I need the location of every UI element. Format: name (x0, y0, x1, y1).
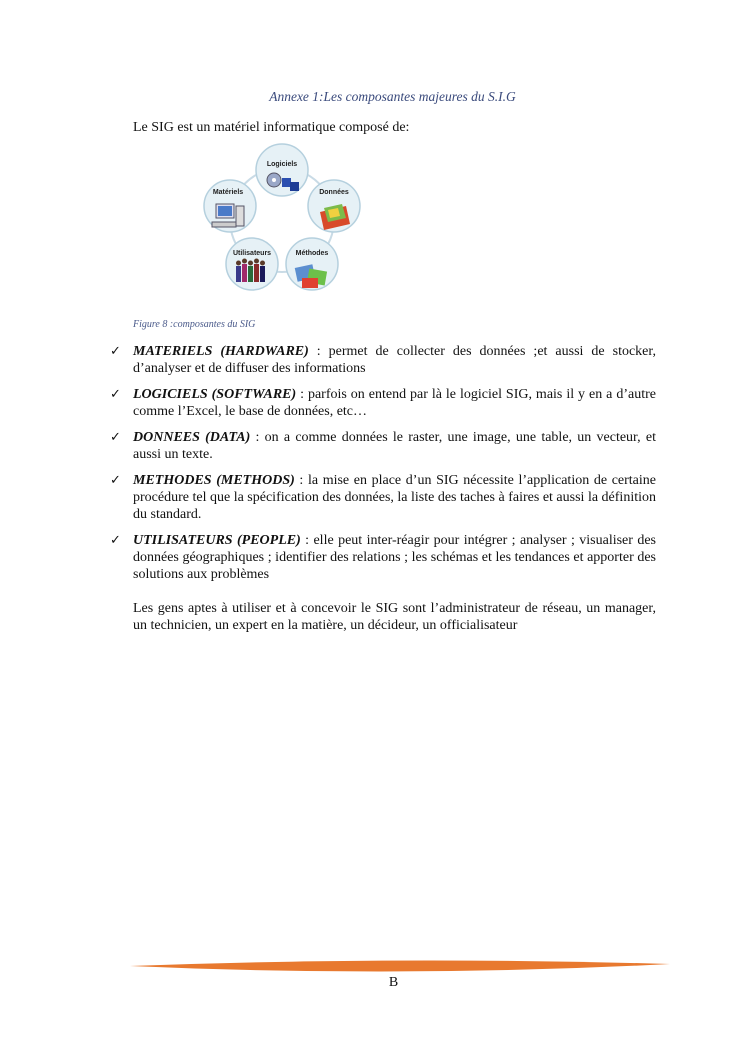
bullet-term: LOGICIELS (SOFTWARE) (133, 387, 297, 402)
node-logiciels (256, 144, 308, 196)
checkmark-icon: ✓ (110, 430, 121, 445)
checkmark-icon: ✓ (110, 387, 121, 402)
checkmark-icon: ✓ (110, 344, 121, 359)
bullet-term: MATERIELS (HARDWARE) (133, 344, 309, 359)
bullet-text: : permet de collecter des données ;et aussi de stocker, d’analyser et de diffuser des informations (133, 344, 656, 376)
list-item (108, 532, 656, 583)
closing-paragraph: Les gens aptes à utiliser et à concevoir le SIG sont l’administrateur de réseau, un manager, un technicien, un expert en la matière, un décideur, un officialisateur (133, 601, 656, 633)
intro-text: Le SIG est un matériel informatique composé de: (133, 120, 410, 135)
components-list (108, 343, 656, 592)
list-item (108, 386, 656, 420)
bullet-term: METHODES (METHODS) (133, 473, 295, 488)
page-number: B (388, 975, 399, 990)
bullet-text: : elle peut inter-réagir pour intégrer ; analyser ; visualiser des données géographiques ; identifier des relations ; les schémas et les tendances et apporter des solutions aux problèmes (133, 533, 657, 582)
list-item (108, 343, 656, 377)
bullet-text: : on a comme données le raster, une image, une table, un vecteur, et aussi un texte. (133, 430, 656, 462)
list-item (108, 429, 656, 463)
node-utilisateurs (226, 238, 278, 290)
bullet-text: : la mise en place d’un SIG nécessite l’application de certaine procédure tel que la spécification des données, la liste des taches à faires et aussi la définition du standard. (133, 473, 656, 522)
bullet-term: DONNEES (DATA) (133, 430, 251, 445)
computer-hardware-icon (212, 204, 244, 227)
bullet-term: UTILISATEURS (PEOPLE) (133, 533, 301, 548)
figure-caption: Figure 8 :composantes du SIG (133, 319, 256, 330)
list-item (108, 472, 656, 523)
node-label-utilisateurs: Utilisateurs (232, 250, 272, 257)
bullet-text: : parfois on entend par là le logiciel SIG, mais il y en a d’autre comme l’Excel, le base de données, etc… (133, 387, 656, 419)
users-group-icon (236, 259, 265, 283)
node-materiels (204, 180, 256, 232)
footer-swoosh-divider (130, 958, 670, 974)
annex-title: Annexe 1:Les composantes majeures du S.I.G (269, 89, 516, 104)
checkmark-icon: ✓ (110, 533, 121, 548)
node-label-donnees: Données (319, 189, 349, 196)
node-label-materiels: Matériels (212, 189, 244, 196)
node-label-methodes: Méthodes (295, 250, 329, 257)
sig-components-diagram (200, 142, 365, 297)
checkmark-icon: ✓ (110, 473, 121, 488)
node-label-logiciels: Logiciels (266, 161, 298, 168)
node-methodes (286, 238, 338, 290)
node-donnees (308, 180, 360, 232)
